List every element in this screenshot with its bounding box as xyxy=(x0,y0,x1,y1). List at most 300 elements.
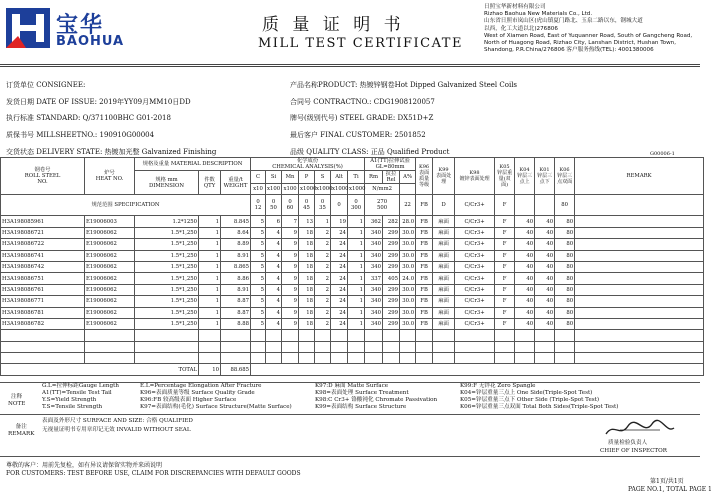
table-row xyxy=(1,227,704,238)
blank-cell xyxy=(433,341,455,352)
cell-heat-no: E19006062 xyxy=(85,227,135,238)
blank-cell xyxy=(331,353,348,364)
form-number: G00006-1 xyxy=(650,151,675,157)
cell-rel: 299 xyxy=(383,284,400,295)
notes-col-2 xyxy=(140,383,292,411)
blank-cell xyxy=(455,330,495,341)
spec-cell: 0 60 xyxy=(282,195,299,216)
header-remark: REMARK xyxy=(575,158,704,195)
cell-rel: 282 xyxy=(383,216,400,227)
cell-k06: 80 xyxy=(555,239,575,250)
cell-si: 4 xyxy=(266,227,282,238)
cell-qty: 1 xyxy=(199,216,221,227)
cell-k01: 40 xyxy=(535,296,555,307)
blank-cell xyxy=(555,330,575,341)
cell-k99: 麻面 xyxy=(433,261,455,272)
header-chem-s: S xyxy=(315,171,331,184)
cell-k05: F xyxy=(495,273,515,284)
remark-top-rule xyxy=(0,414,700,415)
blank-cell xyxy=(535,341,555,352)
cell-k98: C/Cr3+ xyxy=(455,284,495,295)
cell-qty: 1 xyxy=(199,227,221,238)
spec-cell xyxy=(535,195,555,216)
blank-cell xyxy=(266,353,282,364)
blank-cell xyxy=(199,341,221,352)
note-line: Y.S=Yield Strength xyxy=(42,397,97,403)
remark-surface: 表面及外形尺寸 SURFACE AND SIZE: 合格 QUALIFIED xyxy=(42,418,193,424)
inspector-title-en: CHIEF OF INSPECTOR xyxy=(600,448,667,454)
spec-cell: 0 xyxy=(331,195,348,216)
cell-k99: 麻面 xyxy=(433,284,455,295)
notes-col-4 xyxy=(460,383,618,411)
cell-ti: 1 xyxy=(348,307,365,318)
brand-name-cn: 宝华 xyxy=(56,13,105,38)
blank-cell xyxy=(400,341,416,352)
cell-k05: F xyxy=(495,261,515,272)
cell-mn: 9 xyxy=(282,307,299,318)
cell-rel: 299 xyxy=(383,296,400,307)
cell-qty: 1 xyxy=(199,261,221,272)
cell-k01: 40 xyxy=(535,239,555,250)
cell-k04: 40 xyxy=(515,307,535,318)
cell-mn: 9 xyxy=(282,250,299,261)
cell-dimension: 1.5*1,250 xyxy=(135,307,199,318)
cell-a: 30.0 xyxy=(400,250,416,261)
cell-k04: 40 xyxy=(515,239,535,250)
table-row xyxy=(1,296,704,307)
cell-k04: 40 xyxy=(515,227,535,238)
blank-cell xyxy=(1,353,85,364)
note-line: K99:F 无锌花 Zero Spangle xyxy=(460,383,536,389)
blank-cell xyxy=(416,341,433,352)
cell-alt: 24 xyxy=(331,284,348,295)
cell-alt: 24 xyxy=(331,250,348,261)
blank-cell xyxy=(85,330,135,341)
cell-p: 18 xyxy=(299,239,315,250)
blank-cell xyxy=(299,330,315,341)
cell-k06: 80 xyxy=(555,261,575,272)
blank-cell xyxy=(455,341,495,352)
blank-cell xyxy=(1,341,85,352)
note-line: K98=表面处理 Surface Treatment xyxy=(315,390,409,396)
cell-weight: 8.845 xyxy=(221,216,251,227)
cell-k96: FB xyxy=(416,216,433,227)
cell-k98: C/Cr3+ xyxy=(455,273,495,284)
blank-cell xyxy=(495,330,515,341)
company-line: 以西，化工大道以北)276806 xyxy=(484,25,558,32)
header-k96: K96 表面质量等级 xyxy=(416,158,433,195)
cell-roll-no: H3A198086742 xyxy=(1,261,85,272)
blank-cell xyxy=(221,353,251,364)
cell-si: 4 xyxy=(266,273,282,284)
cell-remark xyxy=(575,261,704,272)
cell-qty: 1 xyxy=(199,307,221,318)
cell-c: 5 xyxy=(251,318,266,329)
footer-notice-en: FOR CUSTOMERS: TEST BEFORE USE, CLAIM FOR DISCREPANCIES WITH DEFAULT GOODS xyxy=(6,470,301,477)
total-blank xyxy=(251,364,704,375)
divider xyxy=(0,66,700,67)
cell-remark xyxy=(575,318,704,329)
spec-cell xyxy=(575,195,704,216)
cell-k06: 80 xyxy=(555,284,575,295)
note-line: G.L=拉伸标距Gauge Length xyxy=(42,383,119,389)
cell-heat-no: E19006062 xyxy=(85,284,135,295)
cell-ti: 1 xyxy=(348,318,365,329)
total-row xyxy=(1,364,704,375)
note-line: K96=表面质量等级 Surface Quality Grade xyxy=(140,390,255,396)
cell-k05: F xyxy=(495,216,515,227)
header-k01: K01 锌层三点下 xyxy=(535,158,555,195)
blank-cell xyxy=(348,341,365,352)
blank-cell xyxy=(433,330,455,341)
quality-class: 品级 QUALITY CLASS: 正品 Qualified Product xyxy=(290,148,450,156)
cell-mn: 9 xyxy=(282,261,299,272)
table-row xyxy=(1,250,704,261)
cell-s: 2 xyxy=(315,227,331,238)
cell-alt: 24 xyxy=(331,296,348,307)
cell-k96: FB xyxy=(416,273,433,284)
blank-cell xyxy=(515,330,535,341)
cell-k04: 40 xyxy=(515,261,535,272)
spec-cell: 80 xyxy=(555,195,575,216)
blank-cell xyxy=(365,341,383,352)
spec-cell: FB xyxy=(416,195,433,216)
blank-cell xyxy=(1,330,85,341)
inspector-title-cn: 质量检验负责人 xyxy=(608,440,648,446)
unit-s: x1000 xyxy=(315,184,331,195)
cell-c: 5 xyxy=(251,273,266,284)
cell-k06: 80 xyxy=(555,307,575,318)
header-dimension: 规格 mm DIMENSION xyxy=(135,171,199,195)
company-line: Rizhao Baohua New Materials Co., Ltd. xyxy=(484,11,593,18)
cell-c: 5 xyxy=(251,307,266,318)
cell-s: 2 xyxy=(315,239,331,250)
cell-roll-no: H3A198085961 xyxy=(1,216,85,227)
company-line: West of Xiamen Road, East of Yuquanner Road, South of Gangcheng Road, xyxy=(484,32,693,39)
cell-k06: 80 xyxy=(555,318,575,329)
cell-k98: C/Cr3+ xyxy=(455,318,495,329)
cell-mn: 9 xyxy=(282,227,299,238)
cell-k01: 40 xyxy=(535,307,555,318)
cell-ti: 1 xyxy=(348,284,365,295)
header-chemical: 化学成份 CHEMICAL ANALYSIS(%) xyxy=(251,158,365,171)
blank-cell xyxy=(199,353,221,364)
cell-rm: 362 xyxy=(365,216,383,227)
cell-a: 30.0 xyxy=(400,318,416,329)
cell-s: 2 xyxy=(315,250,331,261)
header-k98: K98 镀锌表面处理 xyxy=(455,158,495,195)
note-line: K97=表面结构(毛化) Surface Structure(Matte Surface) xyxy=(140,404,292,410)
cell-roll-no: H3A198086761 xyxy=(1,284,85,295)
cell-rm: 340 xyxy=(365,250,383,261)
cell-k99: 麻面 xyxy=(433,216,455,227)
table-row xyxy=(1,239,704,250)
cell-roll-no: H3A198086781 xyxy=(1,307,85,318)
cell-mn: 9 xyxy=(282,273,299,284)
header-k04: K04 锌层三点上 xyxy=(515,158,535,195)
note-line: K04=锌层重量三点上 One Side(Triple-Spot Test) xyxy=(460,390,593,396)
header-tensile-a: A% xyxy=(400,171,416,184)
notes-label: 注释 NOTE xyxy=(8,394,26,407)
cell-s: 2 xyxy=(315,296,331,307)
total-qty: 10 xyxy=(199,364,221,375)
spec-cell: 0 300 xyxy=(348,195,365,216)
cell-ti: 1 xyxy=(348,296,365,307)
cell-dimension: 1.5*1,250 xyxy=(135,250,199,261)
cell-c: 5 xyxy=(251,250,266,261)
note-line: K98:C Cr3+ 铬酸钝化 Chromate Passivation xyxy=(315,397,438,403)
cell-roll-no: H3A198086771 xyxy=(1,296,85,307)
cell-ti: 1 xyxy=(348,250,365,261)
cell-qty: 1 xyxy=(199,239,221,250)
cell-si: 4 xyxy=(266,261,282,272)
cell-c: 5 xyxy=(251,284,266,295)
blank-cell xyxy=(535,353,555,364)
cell-alt: 24 xyxy=(331,239,348,250)
test-results-table xyxy=(0,157,704,376)
blank-cell xyxy=(135,330,199,341)
cell-k98: C/Cr3+ xyxy=(455,261,495,272)
unit-mn: x100 xyxy=(282,184,299,195)
blank-cell xyxy=(416,330,433,341)
cell-qty: 1 xyxy=(199,318,221,329)
millsheet-no: 质保书号 MILLSHEETNO.: 190910G00004 xyxy=(6,131,155,139)
cell-a: 28.0 xyxy=(400,216,416,227)
page-number-cn: 第1页/共1页 xyxy=(650,478,684,485)
cell-qty: 1 xyxy=(199,250,221,261)
blank-cell xyxy=(400,353,416,364)
final-customer: 最后客户 FINAL CUSTOMER: 2501852 xyxy=(290,131,426,139)
note-line: T.S=Tensile Strength xyxy=(42,404,103,410)
cell-dimension: 1.5*1,250 xyxy=(135,239,199,250)
cell-c: 5 xyxy=(251,216,266,227)
spec-cell: 270 500 xyxy=(365,195,400,216)
cell-c: 5 xyxy=(251,261,266,272)
cell-a: 30.0 xyxy=(400,239,416,250)
header-k99: K99 表面处理 xyxy=(433,158,455,195)
header-roll-no: 钢卷号 ROLL STEEL NO. xyxy=(1,158,85,195)
spec-cell: 0 45 xyxy=(299,195,315,216)
cell-k06: 80 xyxy=(555,250,575,261)
cell-k01: 40 xyxy=(535,261,555,272)
blank-cell xyxy=(383,330,400,341)
unit-alt: x1000 xyxy=(331,184,348,195)
cell-heat-no: E19006062 xyxy=(85,273,135,284)
cell-ti: 1 xyxy=(348,239,365,250)
delivery-state: 交货状态 DELIVERY STATE: 热镀加光整 Galvanized Finishing xyxy=(6,148,217,156)
note-line: A1(TT)=Tensile Test Tail xyxy=(42,390,112,396)
cell-roll-no: H3A198086722 xyxy=(1,239,85,250)
blank-cell xyxy=(575,341,704,352)
cell-mn: 9 xyxy=(282,239,299,250)
note-line: K97:D 麻面 Matte Surface xyxy=(315,383,389,389)
cell-k05: F xyxy=(495,227,515,238)
cell-qty: 1 xyxy=(199,296,221,307)
divider xyxy=(0,64,700,65)
cell-k98: C/Cr3+ xyxy=(455,227,495,238)
cell-s: 2 xyxy=(315,307,331,318)
cell-weight: 8.87 xyxy=(221,296,251,307)
blank-cell xyxy=(331,341,348,352)
spec-cell: 0 12 xyxy=(251,195,266,216)
cell-weight: 8.865 xyxy=(221,261,251,272)
total-label: TOTAL xyxy=(1,364,199,375)
cell-ti: 1 xyxy=(348,273,365,284)
header-chem-p: P xyxy=(299,171,315,184)
cell-roll-no: H3A198086721 xyxy=(1,227,85,238)
blank-cell xyxy=(251,341,266,352)
header-tensile-rm: Rm xyxy=(365,171,383,184)
notes-col-1 xyxy=(42,383,119,411)
cell-s: 2 xyxy=(315,318,331,329)
blank-cell xyxy=(282,341,299,352)
cell-p: 18 xyxy=(299,227,315,238)
table-row xyxy=(1,216,704,227)
cell-roll-no: H3A198086782 xyxy=(1,318,85,329)
cell-remark xyxy=(575,273,704,284)
cell-k99: 麻面 xyxy=(433,239,455,250)
cell-mn: 9 xyxy=(282,284,299,295)
product: 产品名称PRODUCT: 热镀锌钢卷Hot Dipped Galvanized Steel Coils xyxy=(290,81,518,89)
blank-cell xyxy=(433,353,455,364)
unit-si: x100 xyxy=(266,184,282,195)
spec-cell: 0 35 xyxy=(315,195,331,216)
blank-cell xyxy=(251,353,266,364)
cell-dimension: 1.5*1,250 xyxy=(135,284,199,295)
blank-cell xyxy=(400,330,416,341)
cell-ti: 1 xyxy=(348,216,365,227)
cell-k98: C/Cr3+ xyxy=(455,296,495,307)
blank-cell xyxy=(299,353,315,364)
unit-ti: x1000 xyxy=(348,184,365,195)
cell-dimension: 1.5*1,250 xyxy=(135,261,199,272)
cell-p: 18 xyxy=(299,318,315,329)
cell-k04: 40 xyxy=(515,284,535,295)
blank-cell xyxy=(135,341,199,352)
blank-cell xyxy=(383,353,400,364)
cell-p: 18 xyxy=(299,250,315,261)
cell-mn: 9 xyxy=(282,318,299,329)
blank-cell xyxy=(282,330,299,341)
cell-k99: 麻面 xyxy=(433,318,455,329)
notes-col-3 xyxy=(315,383,437,411)
cell-rm: 340 xyxy=(365,239,383,250)
blank-cell xyxy=(221,341,251,352)
cell-k04: 40 xyxy=(515,318,535,329)
blank-cell xyxy=(348,330,365,341)
cell-k06: 80 xyxy=(555,216,575,227)
blank-cell xyxy=(331,330,348,341)
cell-k05: F xyxy=(495,239,515,250)
cell-ti: 1 xyxy=(348,261,365,272)
cell-k96: FB xyxy=(416,261,433,272)
blank-row xyxy=(1,353,704,364)
cell-si: 6 xyxy=(266,216,282,227)
blank-cell xyxy=(266,341,282,352)
issue-date: 发货日期 DATE OF ISSUE: 2019年YY09月MM10日DD xyxy=(6,98,191,106)
cell-mn: 7 xyxy=(282,216,299,227)
blank-cell xyxy=(535,330,555,341)
cell-a: 30.0 xyxy=(400,307,416,318)
cell-remark xyxy=(575,227,704,238)
cell-p: 18 xyxy=(299,261,315,272)
cell-weight: 8.91 xyxy=(221,250,251,261)
cell-k06: 80 xyxy=(555,273,575,284)
note-line: K05=锌层重量三点下 Other Side (Triple-Spot Test) xyxy=(460,397,600,403)
cell-k04: 40 xyxy=(515,216,535,227)
blank-cell xyxy=(383,341,400,352)
cell-alt: 24 xyxy=(331,307,348,318)
note-line: E.L=Percentage Elongation After Fracture xyxy=(140,383,262,389)
cell-a: 30.0 xyxy=(400,227,416,238)
cell-si: 4 xyxy=(266,296,282,307)
blank-cell xyxy=(575,353,704,364)
blank-cell xyxy=(315,330,331,341)
cell-rm: 340 xyxy=(365,261,383,272)
cell-rel: 405 xyxy=(383,273,400,284)
cell-p: 13 xyxy=(299,216,315,227)
cell-alt: 19 xyxy=(331,216,348,227)
cell-k99: 麻面 xyxy=(433,307,455,318)
cell-a: 30.0 xyxy=(400,296,416,307)
cell-remark xyxy=(575,307,704,318)
blank-cell xyxy=(575,330,704,341)
blank-cell xyxy=(221,330,251,341)
blank-cell xyxy=(315,341,331,352)
footer-notice-cn: 尊敬的客户：用前先复检，如有异议请保留实物并来函说明 xyxy=(6,462,163,469)
consignee: 订货单位 CONSIGNEE: xyxy=(6,81,86,89)
spec-cell: F xyxy=(495,195,515,216)
cell-s: 2 xyxy=(315,261,331,272)
cell-ti: 1 xyxy=(348,227,365,238)
note-line: K96:FB 较高级表面 Higher Surface xyxy=(140,397,237,403)
company-address xyxy=(484,4,698,54)
header-qty: 件数 QTY xyxy=(199,171,221,195)
cell-p: 18 xyxy=(299,284,315,295)
cell-heat-no: E19006062 xyxy=(85,318,135,329)
header-chem-mn: Mn xyxy=(282,171,299,184)
cell-rm: 340 xyxy=(365,227,383,238)
cell-k05: F xyxy=(495,318,515,329)
cell-heat-no: E19006062 xyxy=(85,261,135,272)
cell-qty: 1 xyxy=(199,284,221,295)
unit-tensile: N/mm2 xyxy=(365,184,400,195)
cell-weight: 8.87 xyxy=(221,307,251,318)
cell-weight: 8.91 xyxy=(221,284,251,295)
cell-k05: F xyxy=(495,296,515,307)
cell-rm: 340 xyxy=(365,307,383,318)
cell-rm: 340 xyxy=(365,318,383,329)
blank-cell xyxy=(365,330,383,341)
cell-k01: 40 xyxy=(535,227,555,238)
cell-k98: C/Cr3+ xyxy=(455,239,495,250)
cell-roll-no: H3A198086741 xyxy=(1,250,85,261)
blank-cell xyxy=(348,353,365,364)
cell-k06: 80 xyxy=(555,296,575,307)
cell-remark xyxy=(575,216,704,227)
cell-k01: 40 xyxy=(535,216,555,227)
company-line: North of Huagong Road, Rizhao City, Lanshan District, Hushan Town, xyxy=(484,40,676,47)
steel-grade: 牌号(级别代号) STEEL GRADE: DX51D+Z xyxy=(290,114,434,122)
company-line: Shandong, P.R.China/276806 客户服务热线(TEL): 4001380006 xyxy=(484,47,654,54)
table-row xyxy=(1,261,704,272)
blank-cell xyxy=(455,353,495,364)
standard: 执行标准 STANDARD: Q/371100BHC G01-2018 xyxy=(6,114,171,122)
cell-rel: 299 xyxy=(383,318,400,329)
cell-k96: FB xyxy=(416,318,433,329)
header-k05: K05 锌层重量(双面) xyxy=(495,158,515,195)
blank-cell xyxy=(299,341,315,352)
